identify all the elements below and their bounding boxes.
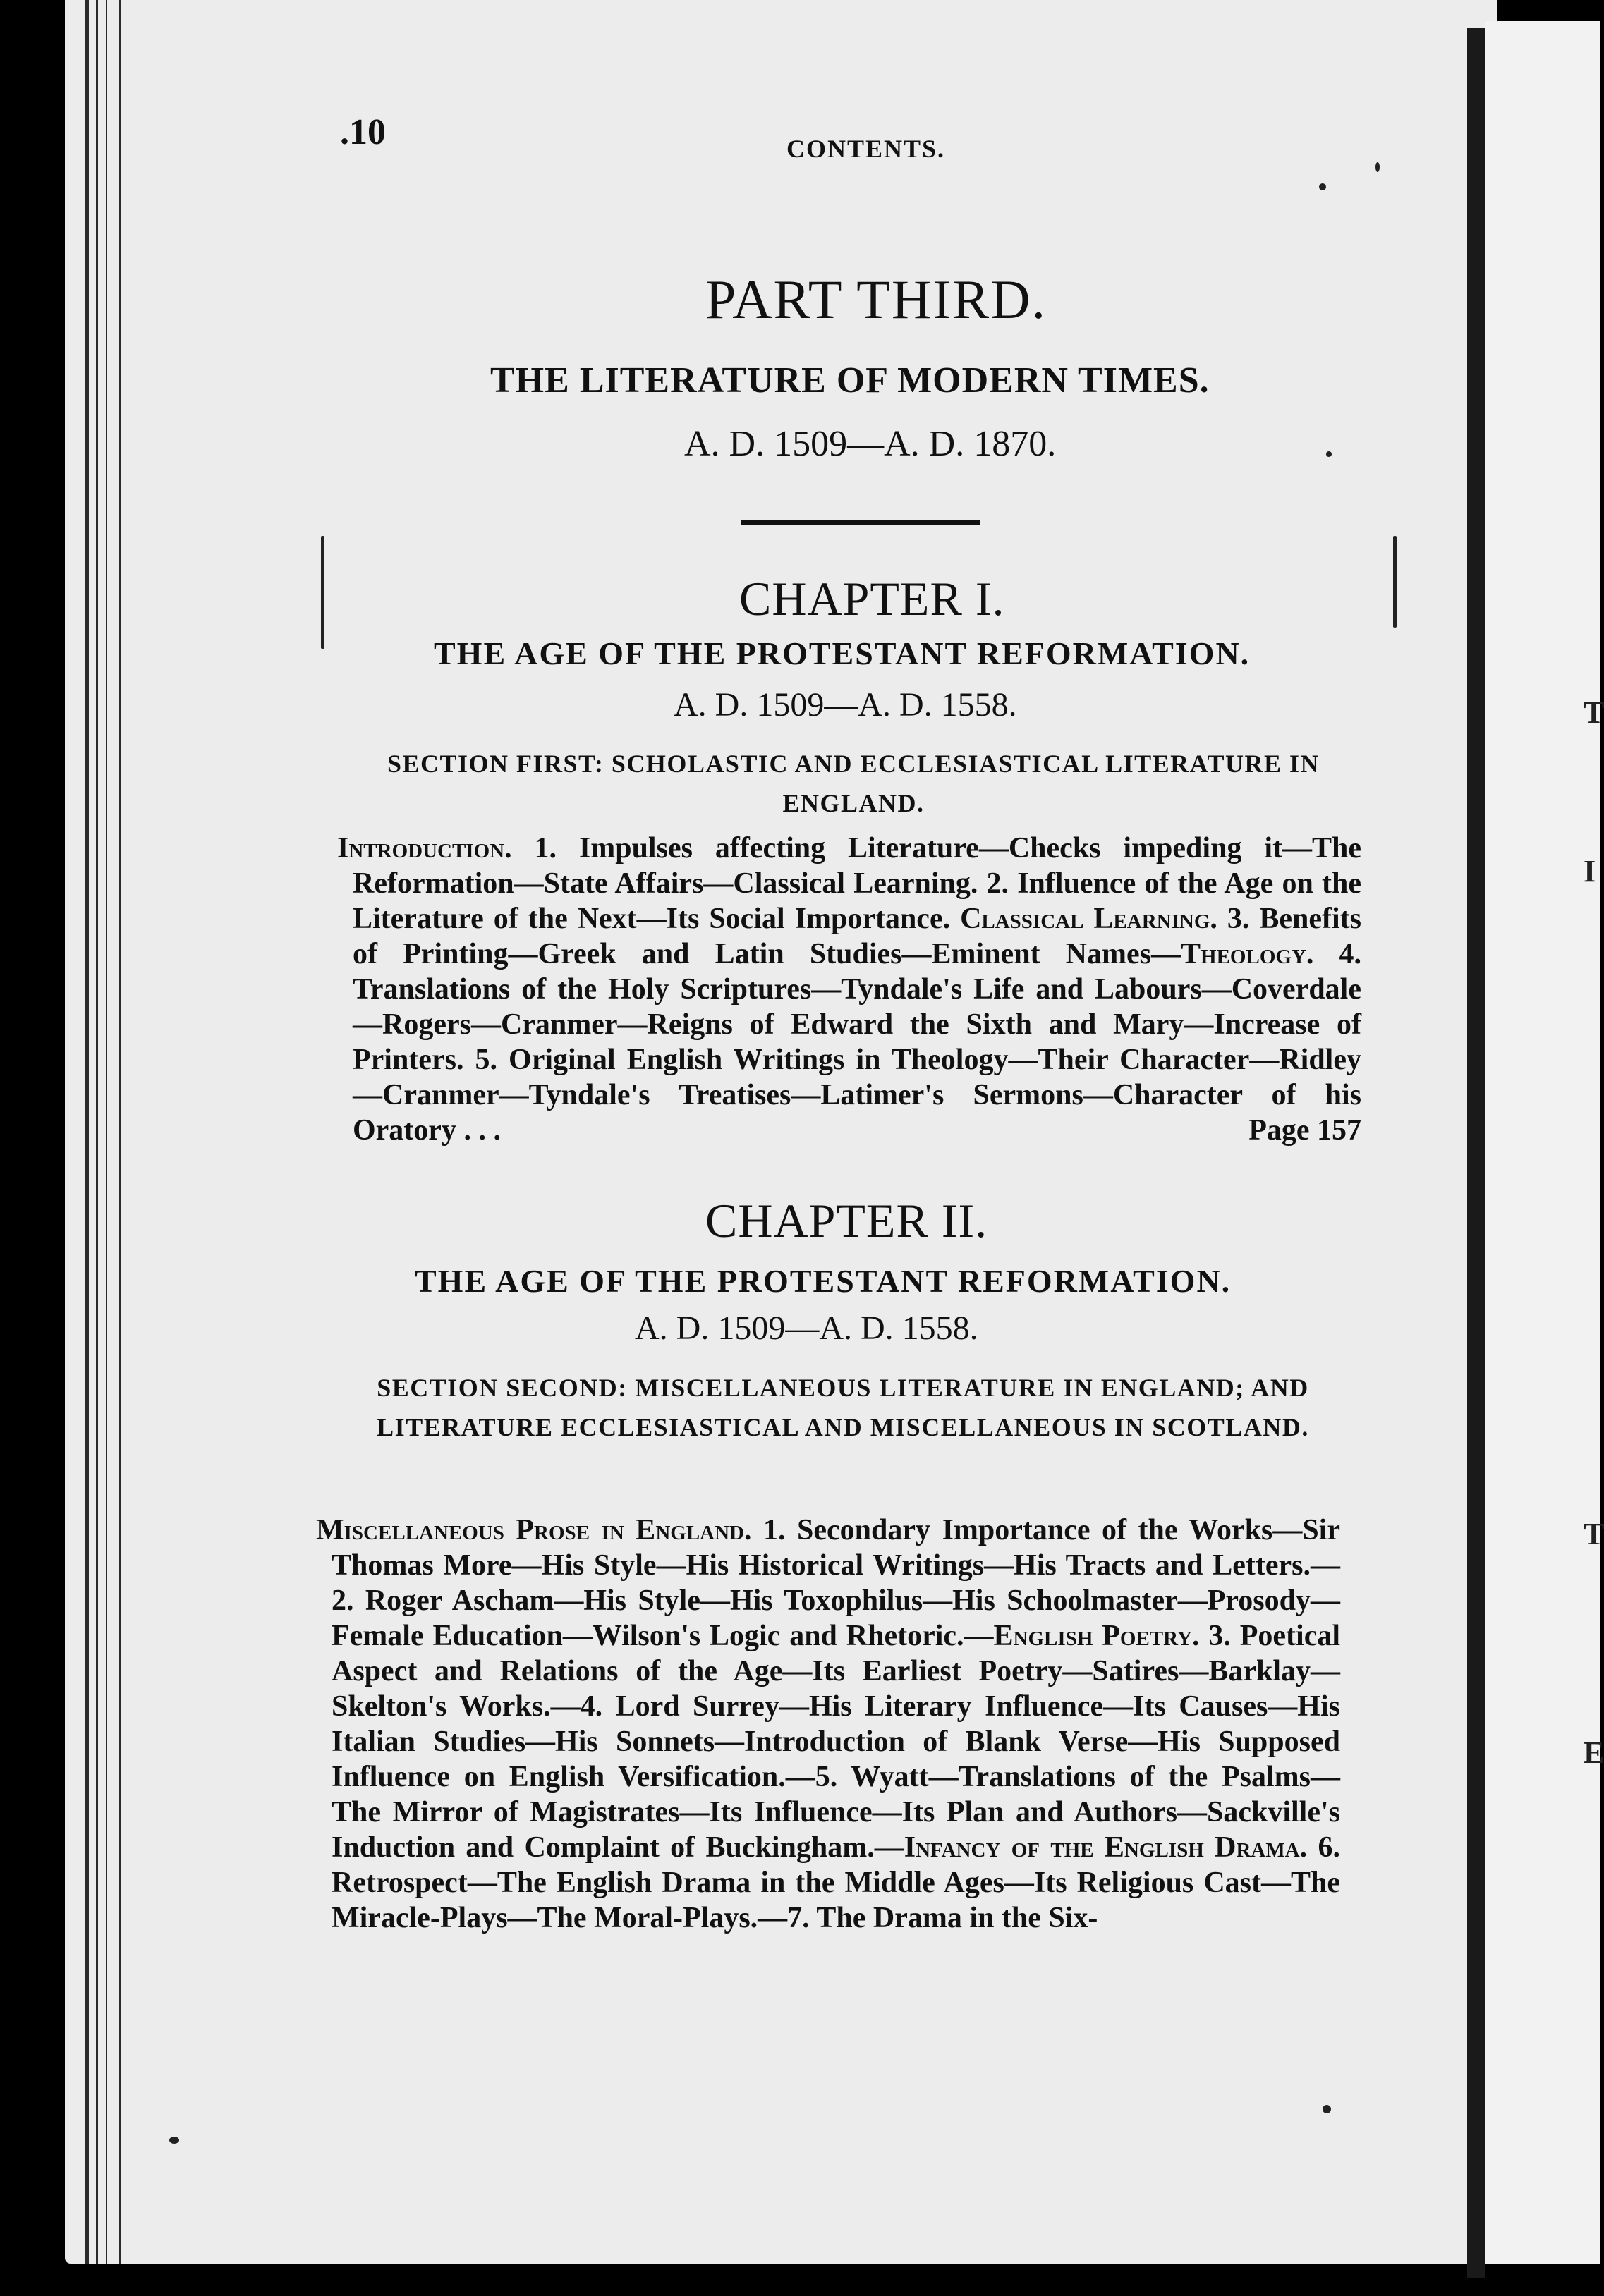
next-page-letter: T: [1584, 695, 1604, 730]
page-reference: Page 157: [1248, 1114, 1361, 1147]
contents-text: 3. Poetical Aspect and Relations of the Age—Its Earliest Poetry—Satires—Barklay—Skelton's Works.—4. Lord Surrey—His Literary Influence—Its Causes—His Italian Studies—His Sonnets—Introduction of Blank Verse—His Supposed Influence on English Versification.—5. Wyatt—Translations of the Psalms—The Mirror of Magistrates—Its Influence—Its Plan and Authors—Sackville's Induction and Complaint of Buckingham.—: [332, 1620, 1341, 1864]
chapter-subtitle: THE AGE OF THE PROTESTANT REFORMATION.: [434, 635, 1251, 671]
section-heading: SECTION SECOND: MISCELLANEOUS LITERATURE IN ENGLAND; AND LITERATURE ECCLESIASTICAL AND MISCELLANEOUS IN SCOTLAND.: [377, 1374, 1309, 1441]
scan-speck: [1375, 162, 1380, 172]
contents-text: 1. Impulses affecting Literature—Checks impeding it—The Reformation—State Affairs—Classical Learning. 2. Influence of the Age on the Literature of the Next—Its Social Importance.: [353, 832, 1361, 935]
topic-label: English Poetry.: [993, 1620, 1200, 1652]
chapter-dates: A. D. 1509—A. D. 1558.: [674, 686, 1017, 723]
topic-label: Introduction.: [337, 832, 512, 865]
scan-speck: [169, 2137, 179, 2144]
contents-text: 3. Benefits of Printing—Greek and Latin Studies—Eminent Names—: [353, 903, 1361, 970]
part-title: PART THIRD.: [705, 269, 1047, 330]
scan-speck: [1323, 2105, 1331, 2113]
next-page-edge: [1485, 21, 1600, 2264]
running-head: CONTENTS.: [786, 135, 946, 163]
gutter-line: [96, 0, 98, 2264]
next-page-letter: E: [1584, 1735, 1604, 1770]
topic-label: Classical Learning.: [960, 903, 1217, 935]
scan-speck: [1326, 451, 1332, 457]
chapter-dates: A. D. 1509—A. D. 1558.: [635, 1309, 978, 1347]
topic-label: Theology.: [1181, 938, 1314, 970]
topic-label: Infancy of the English Drama.: [904, 1831, 1308, 1864]
contents-paragraph: [316, 1513, 1341, 1936]
chapter-title: CHAPTER I.: [739, 572, 1005, 625]
chapter-title: CHAPTER II.: [705, 1194, 988, 1247]
gutter-line: [119, 0, 121, 2264]
next-page-letter: I: [1584, 854, 1596, 889]
gutter-line: [106, 0, 107, 2264]
contents-text: 6. Retrospect—The English Drama in the Middle Ages—Its Religious Cast—The Miracle-Plays—The Moral-Plays.—7. The Drama in the Six-: [332, 1831, 1341, 1934]
contents-text: 1. Secondary Importance of the Works—Sir Thomas More—His Style—His Historical Writings—His Tracts and Letters.—2. Roger Ascham—His Style—His Toxophilus—His Schoolmaster—Prosody—Female Education—Wilson's Logic and Rhetoric.—: [332, 1514, 1340, 1652]
chapter-subtitle: THE AGE OF THE PROTESTANT REFORMATION.: [415, 1263, 1232, 1299]
scan-mark: [321, 536, 324, 649]
scan-speck: [1319, 183, 1326, 190]
gutter-line: [85, 0, 89, 2264]
page-number: .10: [340, 112, 386, 152]
book-spine-shadow: [1467, 28, 1485, 2278]
divider-rule: [741, 520, 980, 525]
contents-text: 4. Translations of the Holy Scriptures—Tyndale's Life and Labours—Coverdale—Rogers—Cranmer—Reigns of Edward the Sixth and Mary—Increase of Printers. 5. Original English Writings in Theology—Their Character—Ridley—Cranmer—Tyndale's Treatises—Latimer's Sermons—Character of his Oratory . . .: [353, 938, 1362, 1147]
topic-label: Miscellaneous Prose in England.: [316, 1514, 752, 1546]
next-page-letter: T: [1584, 1517, 1604, 1551]
section-heading: SECTION FIRST: SCHOLASTIC AND ECCLESIASTICAL LITERATURE IN ENGLAND.: [387, 750, 1320, 817]
scan-mark: [1393, 536, 1397, 628]
part-dates: A. D. 1509—A. D. 1870.: [684, 424, 1057, 464]
contents-paragraph: [337, 831, 1362, 1148]
part-subtitle: THE LITERATURE OF MODERN TIMES.: [490, 360, 1210, 401]
